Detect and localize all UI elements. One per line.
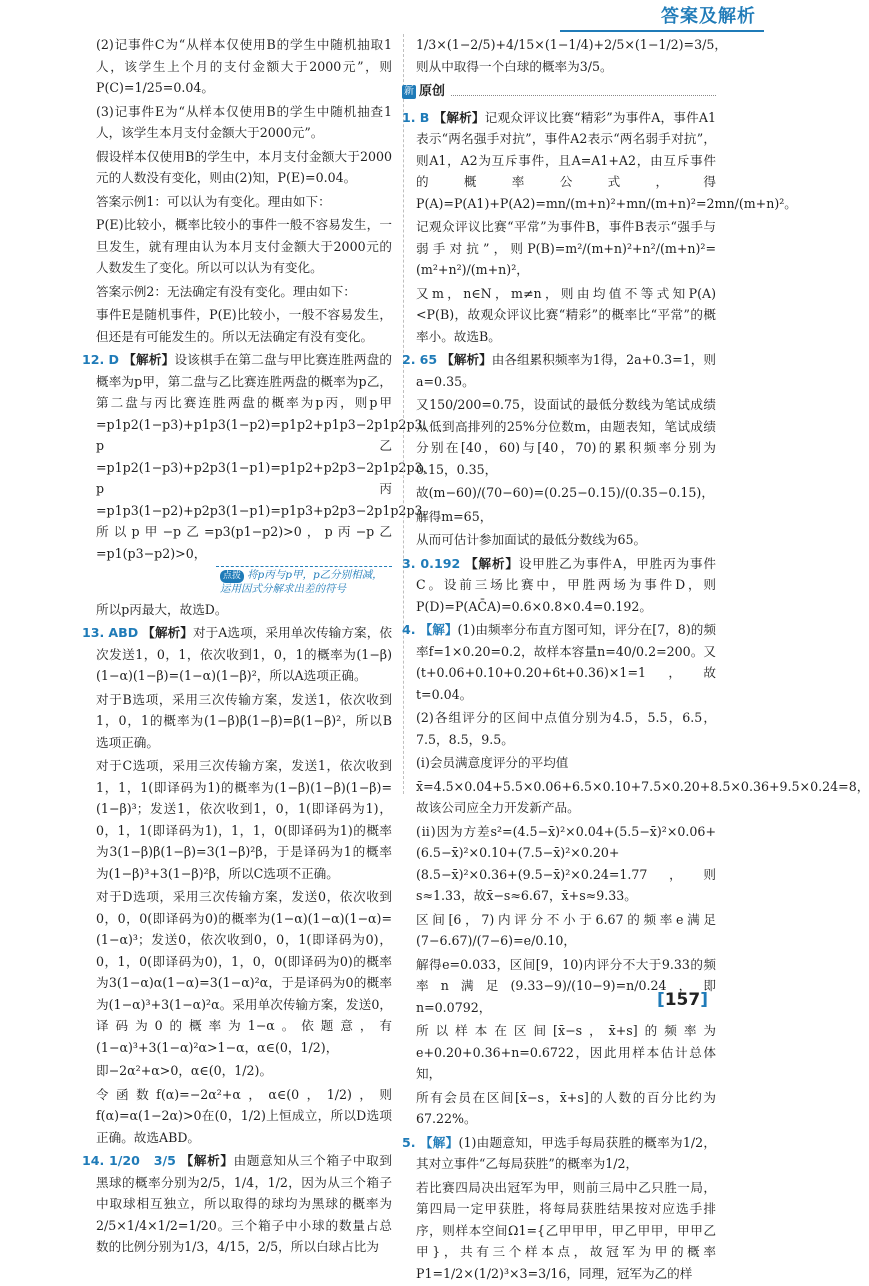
question-number: 14. xyxy=(82,1153,105,1168)
paragraph-r2d: 解得m=65， xyxy=(416,508,493,524)
question-number: 1. xyxy=(402,109,416,125)
section-badge-icon: 新 xyxy=(404,85,414,97)
paragraph-l1: (2)记事件C为“从样本仅使用B的学生中随机抽取1人，该学生上个月的支付金额大于2000元”，则P(C)=1/25=0.04。 xyxy=(96,37,392,95)
page-header xyxy=(661,0,756,30)
question-text: (1)由频率分布直方图可知，评分在[7，8)的频率f=1×0.20=0.2，故样本容量n=40/0.2=200。又(t+0.06+0.10+0.20+6t+0.36)×1=1，故t=0.04。 xyxy=(416,622,716,702)
question-r2 xyxy=(402,349,716,392)
question-number: 13. xyxy=(82,625,105,640)
paragraph-l5: P(E)比较小，概率比较小的事件一般不容易发生，一旦发生，就有理由认为本月支付金额大于2000元的人数发生了变化。所以可以认为有变化。 xyxy=(96,217,392,275)
paragraph-q13f: 令函数f(α)=−2α²+α，α∈(0，1/2)，则f(α)=α(1−2α)>0在(0，1/2)上恒成立，所以D选项正确。故选ABD。 xyxy=(96,1086,392,1145)
section-rule xyxy=(451,87,716,96)
section-title: 原创 xyxy=(419,84,446,99)
paragraph-l3: 假设样本仅使用B的学生中，本月支付金额大于2000元的人数没有变化，则由(2)知，P(E)=0.04。 xyxy=(96,148,392,185)
paragraph-r4g: 解得e=0.033，区间[9，10)内评分不大于9.33的频率n满足(9.33−9)/(10−9)=n/0.24，即n=0.0792， xyxy=(416,956,716,1015)
question-text: 记观众评议比赛“精彩”为事件A，事件A1表示“两名强手对抗”，事件A2表示“两名弱手对抗”，则A1，A2为互斥事件，且A=A1+A2，由互斥事件的概率公式，得P(A)=P(A1)+P(A2)=mn/(m+n)²+mn/(m+n)²=2mn/(m+n)²。 xyxy=(416,109,797,211)
analysis-tag: 【解析】 xyxy=(123,352,175,367)
answer-label: 65 xyxy=(419,352,438,367)
header-rule xyxy=(560,30,764,32)
analysis-tag: 【解析】 xyxy=(433,109,485,125)
paragraph-l6: 答案示例2：无法确定有没有变化。理由如下： xyxy=(96,283,356,299)
right-column xyxy=(402,34,869,1286)
answer-label: 【解】 xyxy=(419,622,458,637)
paragraph-l2: (3)记事件E为“从样本仅使用B的学生中随机抽查1人，该学生本月支付金额大于2000元”。 xyxy=(96,103,392,140)
paragraph-r4d: x̄=4.5×0.04+5.5×0.06+6.5×0.10+7.5×0.20+8.5×0.36+9.5×0.24=8，故该公司应全力开发新产品。 xyxy=(416,778,869,815)
tip-note xyxy=(216,566,392,598)
paragraph-r0: 1/3×(1−2/5)+4/15×(1−1/4)+2/5×(1−1/2)=3/5，则从中取得一个白球的概率为3/5。 xyxy=(416,37,727,74)
question-r5 xyxy=(402,1132,716,1175)
paragraph-q13c: 对于C选项，采用三次传输方案，发送1，依次收到1，1，1(即译码为1)的概率为(1−β)(1−β)(1−β)=(1−β)³；发送1，依次收到1，0，1(即译码为1)，0，1，1(即译码为1)，1，1，0(即译码为1)的概率为3(1−β)β(1−β)=3(1−β)²β，于是译码为1的概率为(1−β)³+3(1−β)²β，所以C选项不正确。 xyxy=(96,758,392,881)
question-text: 由题意知从三个箱子中取到黑球的概率分别为2/5，1/4，1/2，因为从三个箱子中取球相互独立，所以取得的球均为黑球的概率为2/5×1/4×1/2=1/20。三个箱子中小球的数量占总数的比例分别为1/3，4/15，2/5，所以白球占比为 xyxy=(96,1153,393,1254)
paragraph-r1b: 记观众评议比赛“平常”为事件B，事件B表示“强手与弱手对抗”，则P(B)=m²/(m+n)²+n²/(m+n)²=(m²+n²)/(m+n)²， xyxy=(416,219,716,277)
paragraph-r4i: 所有会员在区间[x̄−s，x̄+s]的人数的百分比约为67.22%。 xyxy=(416,1089,716,1126)
paragraph-r2e: 从而可估计参加面试的最低分数线为65。 xyxy=(416,532,647,547)
paragraph-q13b: 对于B选项，采用三次传输方案，发送1，依次收到1，0，1的概率为(1−β)β(1−β)=β(1−β)²，所以B选项正确。 xyxy=(96,691,392,750)
question-number: 4. xyxy=(402,622,416,637)
question-text: (1)由题意知，甲选手每局获胜的概率为1/2，其对立事件“乙每局获胜”的概率为1/2， xyxy=(416,1134,716,1171)
question-text: 设甲胜乙为事件A，甲胜丙为事件C。设前三场比赛中，甲胜两场为事件D，则P(D)=P(AC̄A)=0.6×0.8×0.4=0.192。 xyxy=(416,555,716,614)
question-text: 对于A选项，采用单次传输方案，依次发送1，0，1，依次收到1，0，1的概率为(1−β)(1−α)(1−β)=(1−α)(1−β)²，所以A选项正确。 xyxy=(96,625,392,683)
page-number: [ 157 ] xyxy=(657,990,708,1010)
analysis-tag: 【解析】 xyxy=(441,352,492,367)
question-r1 xyxy=(402,107,797,215)
paragraph-r4h: 所以样本在区间[x̄−s，x̄+s]的频率为e+0.20+0.36+n=0.6722，因此用样本估计总体知， xyxy=(416,1023,716,1081)
question-number: 2. xyxy=(402,352,416,367)
question-r4 xyxy=(402,619,716,705)
paragraph-l4: 答案示例1：可以认为有变化。理由如下： xyxy=(96,193,331,209)
tip-note-text: 将p丙与p甲，p乙分别相减，运用因式分解求出差的符号 xyxy=(220,569,383,595)
section-heading xyxy=(402,81,716,103)
question-q14 xyxy=(82,1150,393,1258)
answer-label: 1/20 3/5 xyxy=(108,1153,176,1168)
question-text: 设该棋手在第二盘与甲比赛连胜两盘的概率为p甲，第二盘与乙比赛连胜两盘的概率为p乙，第二盘与丙比赛连胜两盘的概率为p丙，则p甲=p1p2(1−p3)+p1p3(1−p2)=p1p2+p1p3−2p1p2p3，p乙=p1p2(1−p3)+p2p3(1−p1)=p1p2+p2p3−2p1p2p3，p丙=p1p3(1−p2)+p2p3(1−p1)=p1p3+p2p3−2p1p2p3，所以p甲−p乙=p3(p1−p2)>0，p丙−p乙=p1(p3−p2)>0， xyxy=(96,352,436,561)
paragraph-r4b: (2)各组评分的区间中点值分别为4.5，5.5，6.5，7.5，8.5，9.5。 xyxy=(416,710,716,747)
paragraph-r4e: (ⅱ)因为方差s²=(4.5−x̄)²×0.04+(5.5−x̄)²×0.06+(6.5−x̄)²×0.10+(7.5−x̄)²×0.20+(8.5−x̄)²×0.36+(9.5−x̄)²×0.24=1.77，则s≈1.33，故x̄−s≈6.67，x̄+s≈9.33。 xyxy=(416,823,716,903)
paragraph-r5b: 若比赛四局决出冠军为甲，则前三局中乙只胜一局，第四局一定甲获胜，将每局获胜结果按对应选手排序，则样本空间Ω1={乙甲甲甲，甲乙甲甲，甲甲乙甲}，共有三个样本点，故冠军为甲的概率P1=1/2×(1/2)³×3=3/16，同理，冠军为乙的样 xyxy=(416,1179,716,1281)
question-text: 由各组累积频率为1得，2a+0.3=1，则a=0.35。 xyxy=(416,352,716,389)
analysis-tag: 【解析】 xyxy=(465,555,519,571)
answer-label: ABD xyxy=(108,625,139,640)
paragraph-r4f: 区间[6，7)内评分不小于6.67的频率e满足(7−6.67)/(7−6)=e/0.10， xyxy=(416,911,716,948)
answer-label: 【解】 xyxy=(419,1134,459,1150)
answer-label: D xyxy=(108,352,119,367)
paragraph-r2b: 又150/200=0.75，设面试的最低分数线为笔试成绩从低到高排列的25%分位数m，由题表知，笔试成绩分别在[40，60)与[40，70)的累积频率分别为0.15，0.35， xyxy=(416,397,716,477)
paragraph-q13e: 即−2α²+α>0，α∈(0，1/2)。 xyxy=(96,1063,273,1078)
paragraph-r4c: (ⅰ)会员满意度评分的平均值 xyxy=(416,755,569,770)
answer-label: 0.192 xyxy=(420,555,461,571)
question-r3 xyxy=(402,553,716,618)
paragraph-q13d: 对于D选项，采用三次传输方案，发送0，依次收到0，0，0(即译码为0)的概率为(1−α)(1−α)(1−α)=(1−α)³；发送0，依次收到0，0，1(即译码为0)，0，1，0(即译码为0)，1，0，0(即译码为0)的概率为3(1−α)α(1−α)=3(1−α)²α，于是译码为0的概率为(1−α)³+3(1−α)²α。采用单次传输方案，发送0，译码为0的概率为1−α。依题意，有(1−α)³+3(1−α)²α>1−α，α∈(0，1/2)， xyxy=(96,889,392,1055)
column-divider xyxy=(403,34,404,794)
answer-label: B xyxy=(419,109,430,125)
analysis-tag: 【解析】 xyxy=(180,1153,234,1168)
question-number: 3. xyxy=(402,555,416,571)
tip-icon: 点拨 xyxy=(220,570,244,583)
analysis-tag: 【解析】 xyxy=(142,625,193,640)
paragraph-q12end: 所以p丙最大，故选D。 xyxy=(96,601,228,617)
header-title: 答案及解析 xyxy=(661,6,756,27)
paragraph-r2c: 故(m−60)/(70−60)=(0.25−0.15)/(0.35−0.15)， xyxy=(416,485,714,500)
question-q13 xyxy=(82,622,392,687)
question-number: 5. xyxy=(402,1134,416,1150)
paragraph-r1c: 又m，n∈N，m≠n，则由均值不等式知P(A)<P(B)，故观众评议比赛“精彩”的概率比“平常”的概率小。故选B。 xyxy=(416,285,716,344)
question-number: 12. xyxy=(82,352,105,367)
paragraph-l7: 事件E是随机事件，P(E)比较小，一般不容易发生，但还是有可能发生的。所以无法确定有没有变化。 xyxy=(96,307,392,344)
